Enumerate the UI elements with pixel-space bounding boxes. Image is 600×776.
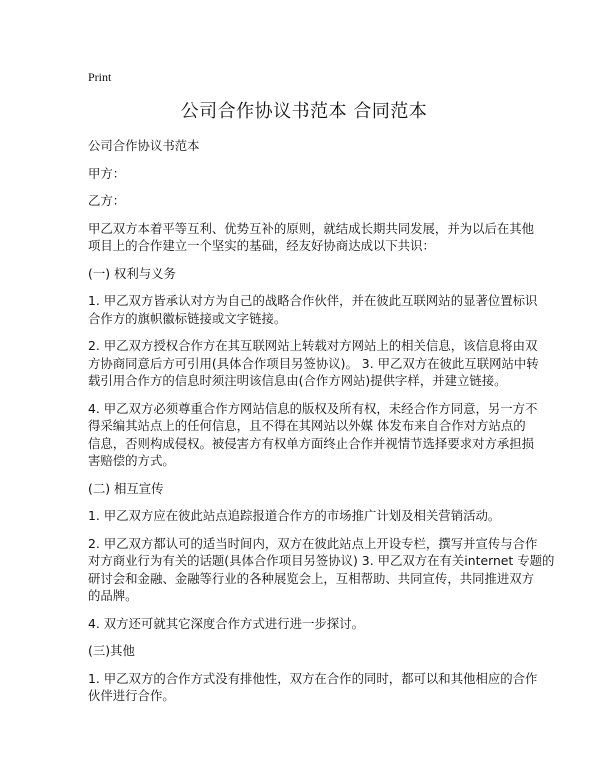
paragraph-line: 1. 甲乙双方应在彼此站点追踪报道合作方的市场推广计划及相关营销活动。 — [88, 508, 501, 523]
paragraph — [88, 480, 520, 498]
paragraph-line: 4. 双方还可就其它深度合作方式进行进一步探讨。 — [88, 615, 364, 631]
paragraph — [88, 192, 520, 210]
paragraph-line: 伙伴进行合作。 — [88, 688, 175, 703]
paragraph-line: 1. 甲乙双方皆承认对方为自己的战略合作伙伴，并在彼此互联网站的显著位置标识 — [88, 293, 538, 308]
paragraph — [88, 642, 520, 660]
paragraph-line: (二) 相互宣传 — [88, 480, 164, 496]
document-body — [88, 137, 555, 705]
paragraph-line: 得采编其站点上的任何信息，且不得在其网站以外媒 体发布来自合作对方站点的 — [88, 418, 526, 433]
paragraph-line: 合作方的旗帜徽标链接或文字链接。 — [88, 310, 287, 326]
paragraph — [88, 670, 538, 705]
paragraph-line: 方协商同意后方可引用(具体合作项目另签协议)。 3. 甲乙双方在彼此互联网站中转 — [88, 355, 539, 371]
paragraph — [88, 535, 555, 605]
paragraph — [88, 165, 520, 183]
paragraph — [88, 292, 538, 327]
paragraph-line: 2. 甲乙双方都认可的适当时间内，双方在彼此站点上开设专栏，撰写并宣传与合作 — [88, 535, 538, 551]
paragraph-line: 1. 甲乙双方的合作方式没有排他性，双方在合作的同时，都可以和其他相应的合作 — [88, 670, 538, 686]
paragraph-line: 载引用合作方的信息时须注明该信息由(合作方网站)提供字样，并建立链接。 — [88, 373, 507, 388]
paragraph-line: 2. 甲乙双方授权合作方在其互联网站上转载对方网站上的相关信息，该信息将由双 — [88, 338, 538, 353]
paragraph-line: 信息，否则构成侵权。被侵害方有权单方面终止合作并视情节选择要求对方承担损 — [88, 435, 535, 451]
paragraph — [88, 400, 538, 470]
paragraph — [88, 265, 520, 283]
paragraph — [88, 507, 520, 525]
paragraph-line: 研讨会和金融、金融等行业的各种展览会上，互相帮助、共同宣传，共同推进双方 — [88, 570, 535, 586]
paragraph-line: 公司合作协议书范本 — [88, 138, 200, 153]
paragraph-line: 4. 甲乙双方必须尊重合作方网站信息的版权及所有权，未经合作方同意，另一方不 — [88, 400, 538, 416]
paragraph-line: 甲乙双方本着平等互利、优势互补的原则，就结成长期共同发展，并为以后在其他 — [88, 220, 535, 236]
paragraph-line: 乙方： — [88, 193, 126, 208]
paragraph — [88, 220, 535, 255]
paragraph-line: (一) 权利与义务 — [88, 265, 176, 281]
print-link[interactable]: Print — [88, 70, 112, 84]
paragraph — [88, 337, 539, 390]
paragraph-line: 的品牌。 — [88, 588, 138, 603]
paragraph — [88, 615, 520, 633]
paragraph — [88, 137, 520, 155]
paragraph-line: 项目上的合作建立一个坚实的基础，经友好协商达成以下共识： — [88, 238, 435, 253]
document-page — [88, 70, 555, 715]
paragraph-line: 对方商业行为有关的话题(具体合作项目另签协议) 3. 甲乙双方在有关internet 专题的 — [88, 553, 555, 568]
paragraph-line: 甲方： — [88, 165, 126, 181]
paragraph-line: 害赔偿的方式。 — [88, 453, 175, 468]
paragraph-line: (三)其他 — [88, 643, 135, 658]
document-title: 公司合作协议书范本 合同范本 — [180, 101, 428, 122]
